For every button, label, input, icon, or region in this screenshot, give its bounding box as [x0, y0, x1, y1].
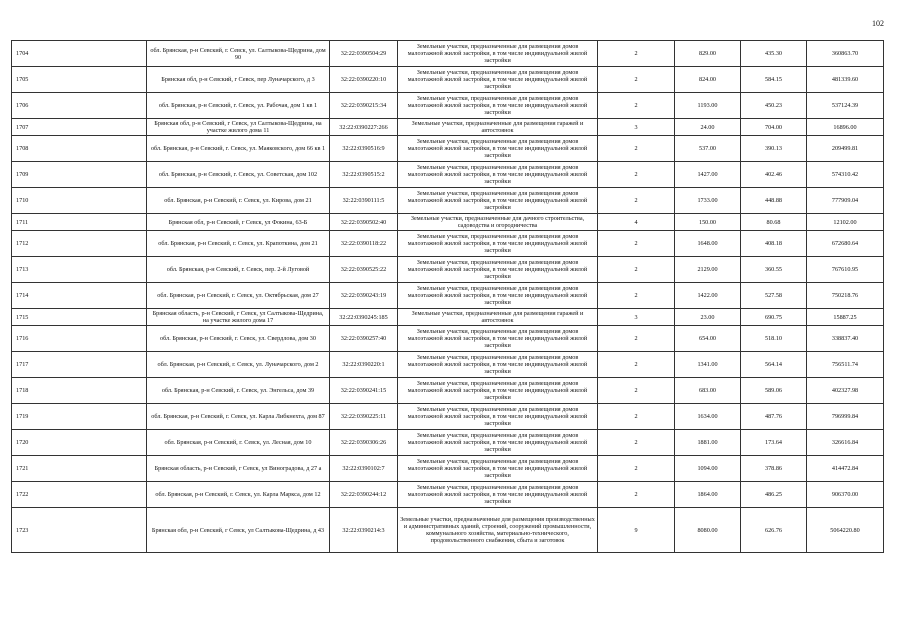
category-code-cell: 2	[598, 93, 675, 119]
land-use-cell: Земельные участки, предназначенные для размещения домов малоэтажной жилой застройки, в том числе индивидуальной жилой застройки	[398, 456, 598, 482]
specific-value-cell: 626.76	[741, 508, 807, 553]
specific-value-cell: 435.30	[741, 41, 807, 67]
land-use-cell: Земельные участки, предназначенные для размещения домов малоэтажной жилой застройки, в том числе индивидуальной жилой застройки	[398, 188, 598, 214]
address-cell: обл. Брянская, р-н Севский, г. Севск, ул. Карла Либкнехта, дом 87	[147, 404, 330, 430]
specific-value-cell: 450.23	[741, 93, 807, 119]
table-row	[12, 309, 884, 326]
row-number: 1710	[12, 188, 147, 214]
category-code-cell: 2	[598, 482, 675, 508]
address-cell: обл. Брянская, р-н Севский, г. Севск, ул. Крапоткина, дом 21	[147, 231, 330, 257]
row-number: 1717	[12, 352, 147, 378]
cadastral-value-cell: 338837.40	[807, 326, 884, 352]
specific-value-cell: 80.68	[741, 214, 807, 231]
table-row	[12, 508, 884, 553]
category-code-cell: 2	[598, 430, 675, 456]
row-number: 1706	[12, 93, 147, 119]
specific-value-cell: 408.18	[741, 231, 807, 257]
cadastral-value-cell: 16896.00	[807, 119, 884, 136]
address-cell: Брянская область, р-н Севский, г Севск, ул Салтыкова-Щедрина, на участке жилого дома 17	[147, 309, 330, 326]
address-cell: Брянская обл, р-н Севский, г Севск, ул Салтыкова-Щедрина, на участке жилого дома 11	[147, 119, 330, 136]
cadastral-value-cell: 777909.04	[807, 188, 884, 214]
row-number: 1711	[12, 214, 147, 231]
area-cell: 1634.00	[675, 404, 741, 430]
land-use-cell: Земельные участки, предназначенные для размещения домов малоэтажной жилой застройки, в том числе индивидуальной жилой застройки	[398, 67, 598, 93]
address-cell: Брянская область, р-н Севский, г Севск, ул Виноградова, д 27 а	[147, 456, 330, 482]
land-use-cell: Земельные участки, предназначенные для размещения домов малоэтажной жилой застройки, в том числе индивидуальной жилой застройки	[398, 162, 598, 188]
address-cell: обл. Брянская, р-н Севский, г. Севск, ул. Свердлова, дом 30	[147, 326, 330, 352]
row-number: 1709	[12, 162, 147, 188]
row-number: 1718	[12, 378, 147, 404]
area-cell: 1648.00	[675, 231, 741, 257]
cadastral-number-cell: 32:22:0390243:19	[330, 283, 398, 309]
category-code-cell: 3	[598, 309, 675, 326]
address-cell: обл. Брянская, р-н Севский, г. Севск, ул. Маяковского, дом 66 кв 1	[147, 136, 330, 162]
address-cell: Брянская обл, р-н Севский, г Севск, ул Фокина, 63-Б	[147, 214, 330, 231]
cadastral-number-cell: 32:22:0390215:34	[330, 93, 398, 119]
address-cell: обл. Брянская, р-н Севский, г. Севск, ул. Лесная, дом 10	[147, 430, 330, 456]
specific-value-cell: 378.86	[741, 456, 807, 482]
category-code-cell: 2	[598, 162, 675, 188]
table-row	[12, 456, 884, 482]
area-cell: 1193.00	[675, 93, 741, 119]
address-cell: Брянская обл, р-н Севский, г Севск, ул Салтыкова-Щедрина, д 43	[147, 508, 330, 553]
land-plot-table	[11, 40, 884, 553]
area-cell: 23.00	[675, 309, 741, 326]
category-code-cell: 4	[598, 214, 675, 231]
land-use-cell: Земельные участки, предназначенные для размещения домов малоэтажной жилой застройки, в том числе индивидуальной жилой застройки	[398, 231, 598, 257]
specific-value-cell: 589.06	[741, 378, 807, 404]
cadastral-number-cell: 32:22:0390111:5	[330, 188, 398, 214]
land-use-cell: Земельные участки, предназначенные для размещения домов малоэтажной жилой застройки, в том числе индивидуальной жилой застройки	[398, 482, 598, 508]
cadastral-number-cell: 32:22:0390241:15	[330, 378, 398, 404]
address-cell: Брянская обл, р-н Севский, г Севск, пер Луначарского, д 3	[147, 67, 330, 93]
cadastral-value-cell: 15887.25	[807, 309, 884, 326]
table-row	[12, 404, 884, 430]
row-number: 1707	[12, 119, 147, 136]
area-cell: 1422.00	[675, 283, 741, 309]
row-number: 1722	[12, 482, 147, 508]
row-number: 1708	[12, 136, 147, 162]
table-row	[12, 257, 884, 283]
cadastral-value-cell: 672680.64	[807, 231, 884, 257]
category-code-cell: 2	[598, 326, 675, 352]
land-use-cell: Земельные участки, предназначенные для размещения домов малоэтажной жилой застройки, в том числе индивидуальной жилой застройки	[398, 257, 598, 283]
cadastral-value-cell: 414472.84	[807, 456, 884, 482]
row-number: 1720	[12, 430, 147, 456]
area-cell: 829.00	[675, 41, 741, 67]
row-number: 1721	[12, 456, 147, 482]
cadastral-value-cell: 360863.70	[807, 41, 884, 67]
specific-value-cell: 486.25	[741, 482, 807, 508]
cadastral-value-cell: 209499.81	[807, 136, 884, 162]
table-row	[12, 430, 884, 456]
cadastral-number-cell: 32:22:0390118:22	[330, 231, 398, 257]
specific-value-cell: 390.13	[741, 136, 807, 162]
area-cell: 654.00	[675, 326, 741, 352]
specific-value-cell: 402.46	[741, 162, 807, 188]
cadastral-number-cell: 32:22:0390516:9	[330, 136, 398, 162]
area-cell: 1864.00	[675, 482, 741, 508]
cadastral-number-cell: 32:22:0390245:185	[330, 309, 398, 326]
category-code-cell: 2	[598, 67, 675, 93]
area-cell: 1733.00	[675, 188, 741, 214]
cadastral-number-cell: 32:22:0390306:26	[330, 430, 398, 456]
cadastral-number-cell: 32:22:0390220:10	[330, 67, 398, 93]
cadastral-value-cell: 481339.60	[807, 67, 884, 93]
cadastral-value-cell: 756511.74	[807, 352, 884, 378]
cadastral-number-cell: 32:22:0390225:11	[330, 404, 398, 430]
cadastral-value-cell: 402327.98	[807, 378, 884, 404]
cadastral-number-cell: 32:22:0390502:40	[330, 214, 398, 231]
land-use-cell: Земельные участки, предназначенные для размещения производственных и административных зданий, строений, сооружений промышленности, коммунального хозяйства, материально-технического, продовольственного снабжения, сбыта и заготовок	[398, 508, 598, 553]
table-row	[12, 378, 884, 404]
area-cell: 683.00	[675, 378, 741, 404]
land-use-cell: Земельные участки, предназначенные для размещения домов малоэтажной жилой застройки, в том числе индивидуальной жилой застройки	[398, 430, 598, 456]
row-number: 1715	[12, 309, 147, 326]
cadastral-value-cell: 326616.84	[807, 430, 884, 456]
area-cell: 2129.00	[675, 257, 741, 283]
category-code-cell: 3	[598, 119, 675, 136]
area-cell: 1881.00	[675, 430, 741, 456]
category-code-cell: 2	[598, 188, 675, 214]
area-cell: 1341.00	[675, 352, 741, 378]
specific-value-cell: 487.76	[741, 404, 807, 430]
cadastral-value-cell: 750218.76	[807, 283, 884, 309]
category-code-cell: 2	[598, 257, 675, 283]
table-row	[12, 67, 884, 93]
land-use-cell: Земельные участки, предназначенные для размещения гаражей и автостоянок	[398, 119, 598, 136]
address-cell: обл. Брянская, р-н Севский, г. Севск, пер. 2-й Луговой	[147, 257, 330, 283]
specific-value-cell: 518.10	[741, 326, 807, 352]
table-row	[12, 41, 884, 67]
cadastral-number-cell: 32:22:0390515:2	[330, 162, 398, 188]
category-code-cell: 2	[598, 378, 675, 404]
table-row	[12, 326, 884, 352]
area-cell: 537.00	[675, 136, 741, 162]
specific-value-cell: 584.15	[741, 67, 807, 93]
row-number: 1716	[12, 326, 147, 352]
cadastral-value-cell: 574310.42	[807, 162, 884, 188]
table-row	[12, 188, 884, 214]
cadastral-number-cell: 32:22:0390525:22	[330, 257, 398, 283]
table-row	[12, 231, 884, 257]
row-number: 1705	[12, 67, 147, 93]
page-number: 102	[872, 19, 884, 28]
table-row	[12, 119, 884, 136]
row-number: 1723	[12, 508, 147, 553]
cadastral-number-cell: 32:22:0390102:7	[330, 456, 398, 482]
land-use-cell: Земельные участки, предназначенные для размещения домов малоэтажной жилой застройки, в том числе индивидуальной жилой застройки	[398, 378, 598, 404]
specific-value-cell: 173.64	[741, 430, 807, 456]
category-code-cell: 2	[598, 352, 675, 378]
row-number: 1713	[12, 257, 147, 283]
area-cell: 150.00	[675, 214, 741, 231]
land-use-cell: Земельные участки, предназначенные для размещения домов малоэтажной жилой застройки, в том числе индивидуальной жилой застройки	[398, 283, 598, 309]
category-code-cell: 2	[598, 231, 675, 257]
area-cell: 1427.00	[675, 162, 741, 188]
area-cell: 824.00	[675, 67, 741, 93]
table-row	[12, 352, 884, 378]
land-use-cell: Земельные участки, предназначенные для размещения домов малоэтажной жилой застройки, в том числе индивидуальной жилой застройки	[398, 93, 598, 119]
area-cell: 24.00	[675, 119, 741, 136]
table-row	[12, 162, 884, 188]
cadastral-number-cell: 32:22:0390244:12	[330, 482, 398, 508]
land-use-cell: Земельные участки, предназначенные для размещения домов малоэтажной жилой застройки, в том числе индивидуальной жилой застройки	[398, 326, 598, 352]
area-cell: 8080.00	[675, 508, 741, 553]
cadastral-value-cell: 796999.84	[807, 404, 884, 430]
cadastral-value-cell: 12102.00	[807, 214, 884, 231]
row-number: 1704	[12, 41, 147, 67]
land-use-cell: Земельные участки, предназначенные для дачного строительства, садоводства и огородничества	[398, 214, 598, 231]
address-cell: обл. Брянская, р-н Севский, г. Севск, ул. Энгельса, дом 39	[147, 378, 330, 404]
specific-value-cell: 527.58	[741, 283, 807, 309]
address-cell: обл. Брянская, р-н Севский, г. Севск, ул. Октябрьская, дом 27	[147, 283, 330, 309]
land-use-cell: Земельные участки, предназначенные для размещения домов малоэтажной жилой застройки, в том числе индивидуальной жилой застройки	[398, 136, 598, 162]
address-cell: обл. Брянская, р-н Севский, г. Севск, ул. Луначарского, дом 2	[147, 352, 330, 378]
specific-value-cell: 448.88	[741, 188, 807, 214]
row-number: 1714	[12, 283, 147, 309]
table-row	[12, 136, 884, 162]
address-cell: обл. Брянская, р-н Севский, г. Севск, ул. Рабочая, дом 1 кв 1	[147, 93, 330, 119]
table-row	[12, 482, 884, 508]
category-code-cell: 2	[598, 136, 675, 162]
category-code-cell: 2	[598, 283, 675, 309]
table-row	[12, 214, 884, 231]
cadastral-value-cell: 767610.95	[807, 257, 884, 283]
cadastral-number-cell: 32:22:0390227:266	[330, 119, 398, 136]
category-code-cell: 2	[598, 41, 675, 67]
specific-value-cell: 704.00	[741, 119, 807, 136]
cadastral-value-cell: 537124.39	[807, 93, 884, 119]
land-use-cell: Земельные участки, предназначенные для размещения домов малоэтажной жилой застройки, в том числе индивидуальной жилой застройки	[398, 41, 598, 67]
cadastral-number-cell: 32:22:0390214:3	[330, 508, 398, 553]
cadastral-number-cell: 32:22:0390504:29	[330, 41, 398, 67]
row-number: 1719	[12, 404, 147, 430]
category-code-cell: 2	[598, 456, 675, 482]
table-row	[12, 283, 884, 309]
specific-value-cell: 360.55	[741, 257, 807, 283]
row-number: 1712	[12, 231, 147, 257]
specific-value-cell: 564.14	[741, 352, 807, 378]
cadastral-value-cell: 906370.00	[807, 482, 884, 508]
cadastral-number-cell: 32:22:0390257:40	[330, 326, 398, 352]
land-use-cell: Земельные участки, предназначенные для размещения домов малоэтажной жилой застройки, в том числе индивидуальной жилой застройки	[398, 404, 598, 430]
land-use-cell: Земельные участки, предназначенные для размещения гаражей и автостоянок	[398, 309, 598, 326]
area-cell: 1094.00	[675, 456, 741, 482]
category-code-cell: 9	[598, 508, 675, 553]
table-row	[12, 93, 884, 119]
address-cell: обл. Брянская, р-н Севский, г. Севск, ул. Салтыкова-Щедрина, дом 90	[147, 41, 330, 67]
land-use-cell: Земельные участки, предназначенные для размещения домов малоэтажной жилой застройки, в том числе индивидуальной жилой застройки	[398, 352, 598, 378]
address-cell: обл. Брянская, р-н Севский, г. Севск, ул. Карла Маркса, дом 12	[147, 482, 330, 508]
cadastral-number-cell: 32:22:0390220:1	[330, 352, 398, 378]
cadastral-value-cell: 5064220.80	[807, 508, 884, 553]
specific-value-cell: 690.75	[741, 309, 807, 326]
address-cell: обл. Брянская, р-н Севский, г. Севск, ул. Советская, дом 102	[147, 162, 330, 188]
category-code-cell: 2	[598, 404, 675, 430]
address-cell: обл. Брянская, р-н Севский, г. Севск, ул. Кирова, дом 21	[147, 188, 330, 214]
